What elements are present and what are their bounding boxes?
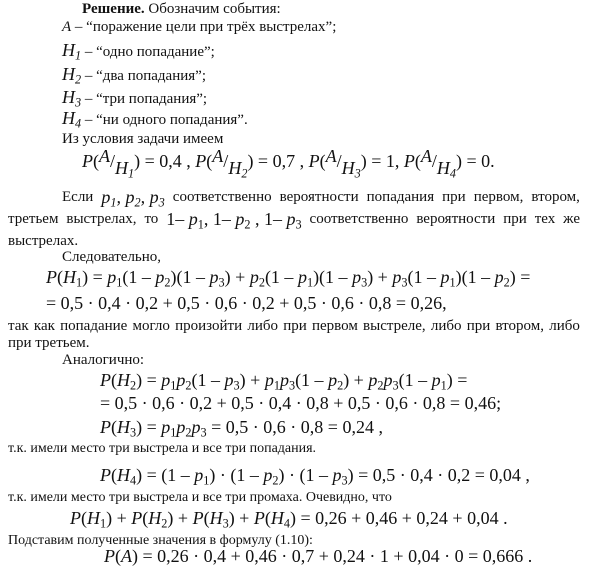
hypothesis-h3-definition: $H_3$ – “три попадания”; xyxy=(62,87,208,110)
ph4-formula: $P(H_4) = (1 - p_1) \cdot (1 - p_2) \cdot (1 - p_3) = 0,5 \cdot 0,4 \cdot 0,2 = 0,04$ , xyxy=(100,465,530,488)
h3-text: – “три попадания”; xyxy=(81,91,208,107)
ph1-value: = 0,5 · 0,4 · 0,2 + 0,5 · 0,6 · 0,2 + 0,5 · 0,6 · 0,8 = 0,26, xyxy=(46,293,447,313)
h4-text: – “ни одного попадания”. xyxy=(81,112,248,128)
sum-formula: $P(H_1) + P(H_2) + P(H_3) + P(H_4) = 0,26 + 0,46 + 0,24 + 0,04$ . xyxy=(70,508,508,531)
h1-text: – “одно попадание”; xyxy=(81,44,215,60)
solution-heading xyxy=(82,0,281,18)
hypothesis-h2-definition: $H_2$ – “два попадания”; xyxy=(62,64,206,87)
because-line2: при третьем. xyxy=(8,335,90,351)
because-line1: так как попадание могло произойти либо при первом выстреле, либо при втором, либо xyxy=(8,318,580,334)
event-a-symbol: A xyxy=(62,19,72,35)
probabilities-sentence-line2: третьем выстрелах, то 1– $p_1$, 1– $p_2$ , 1– $p_3$ соответственно вероятности при тех же xyxy=(8,209,580,232)
shots-end: выстрелах. xyxy=(8,233,79,249)
final-formula: P(A) = 0,26 · 0,4 + 0,46 · 0,7 + 0,24 · 1 + 0,04 · 0 = 0,666 . xyxy=(104,546,533,566)
event-a-definition xyxy=(62,18,336,36)
hypothesis-h1-definition: $H_1$ – “одно попадание”; xyxy=(62,40,215,63)
ph2-value: = 0,5 · 0,6 · 0,2 + 0,5 · 0,4 · 0,8 + 0,5 · 0,6 · 0,8 = 0,46; xyxy=(100,393,502,413)
ph2-formula: $P(H_2) = p_1p_2(1 - p_3) + p_1p_3(1 - p_2) + p_2p_3(1 - p_1)$ = xyxy=(100,370,468,393)
conditional-probabilities-formula: $P(A/H_1) = 0,4$ , $P(A/H_2) = 0,7$ , $P(A/H_3) = 1$, $P(A/H_4) = 0$. xyxy=(82,146,495,181)
ph3-formula: $P(H_3) = p_1p_2p_3 = 0,5 \cdot 0,6 \cdot 0,8 = 0,24$ , xyxy=(100,417,383,440)
condition-intro: Из условия задачи имеем xyxy=(62,131,224,147)
similarly-label: Аналогично: xyxy=(62,352,145,368)
solution-tail: Обозначим события: xyxy=(144,1,281,17)
probabilities-sentence-line1: Если $p_1$, $p_2$, $p_3$ соответственно вероятности попадания при первом, втором, xyxy=(62,187,580,210)
substitute-note: Подставим полученные значения в формулу (1.10): xyxy=(8,533,313,548)
h2-text: – “два попадания”; xyxy=(81,68,206,84)
ph3-note: т.к. имели место три выстрела и все три попадания. xyxy=(8,441,317,456)
event-a-text: – “поражение цели при трёх выстрелах”; xyxy=(71,19,337,35)
solution-label: Решение. xyxy=(82,1,145,17)
ph4-note: т.к. имели место три выстрела и все три промаха. Очевидно, что xyxy=(8,490,392,505)
consequently-label: Следовательно, xyxy=(62,249,162,265)
ph1-formula: $P(H_1) = p_1(1 - p_2)(1 - p_3) + p_2(1 - p_1)(1 - p_3) + p_3(1 - p_1)(1 - p_2)$ = xyxy=(46,267,531,290)
hypothesis-h4-definition: $H_4$ – “ни одного попадания”. xyxy=(62,108,248,131)
